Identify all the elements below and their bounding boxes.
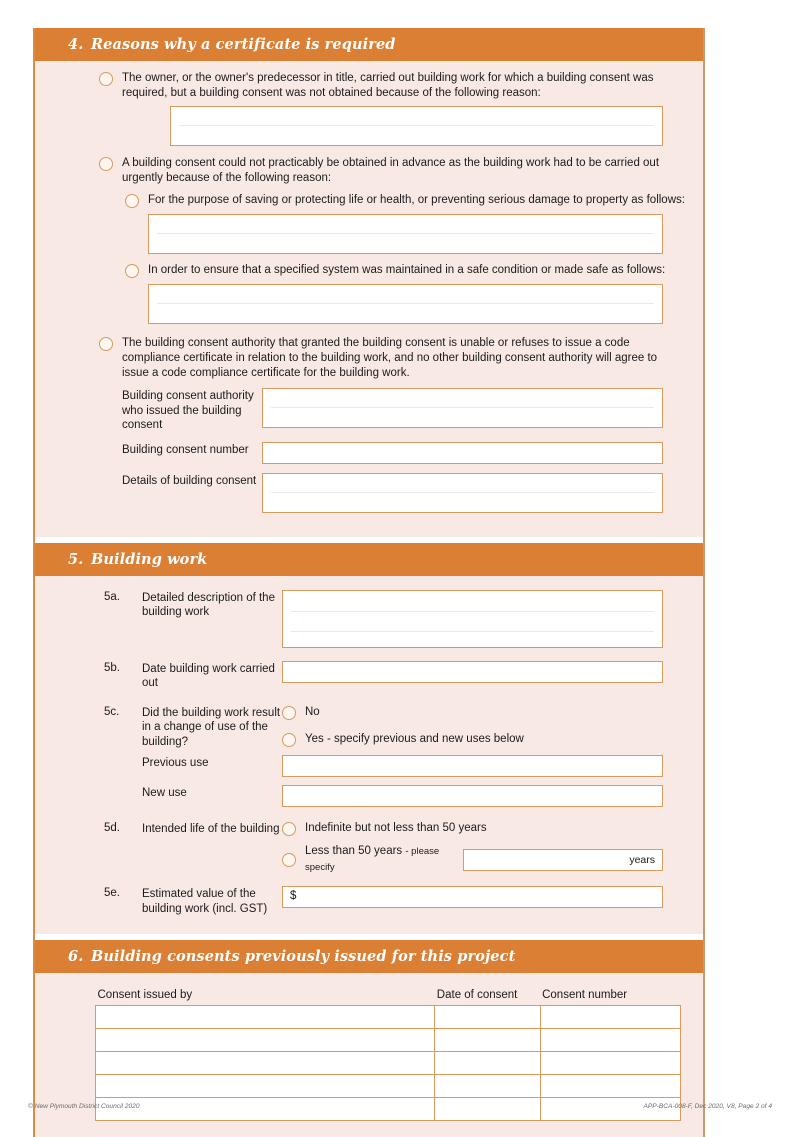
new-use-row [142, 785, 663, 807]
q5c-option-yes[interactable] [282, 732, 663, 747]
cell-date-of-consent[interactable] [435, 1075, 540, 1098]
consent-details-input[interactable] [262, 473, 663, 513]
q5d-years-input[interactable] [463, 849, 663, 871]
reason-option-2-sub-1-input[interactable] [148, 214, 663, 254]
new-use-label: New use [142, 787, 187, 800]
q5d-option-less-than[interactable] [282, 844, 663, 875]
q5d-option-indefinite[interactable] [282, 821, 663, 836]
cell-consent-issued-by[interactable] [96, 1006, 435, 1029]
q5e-row [104, 886, 663, 916]
new-use-input[interactable] [282, 785, 663, 807]
radio-reason-option-2-sub-2[interactable] [125, 264, 139, 278]
footer-copyright: © New Plymouth District Council 2020 [28, 1103, 140, 1110]
consent-number-input[interactable] [262, 442, 663, 464]
table-row[interactable] [96, 1075, 681, 1098]
section-5-title: Building work [91, 550, 208, 568]
q5d-option-less-than-label [305, 844, 454, 875]
q5d-number: 5d. [104, 822, 120, 835]
q5c-number: 5c. [104, 705, 120, 718]
form-frame [33, 28, 705, 1137]
q5b-number: 5b. [104, 661, 120, 674]
reason-option-2-sub-2[interactable] [125, 263, 685, 278]
radio-reason-option-2-sub-1[interactable] [125, 194, 139, 208]
q5c-label: Did the building work result in a change of use of the building? [142, 706, 281, 748]
reason-option-2-sub-2-input[interactable] [148, 284, 663, 324]
q5e-label: Estimated value of the building work (incl. GST) [142, 888, 268, 915]
column-consent-issued-by: Consent issued by [97, 989, 193, 1002]
cell-consent-issued-by[interactable] [96, 1075, 435, 1098]
table-row[interactable] [96, 1006, 681, 1029]
cell-date-of-consent[interactable] [435, 1006, 540, 1029]
q5d-option-less-than-main: Less than 50 years [305, 845, 403, 858]
section-5-number: 5. [68, 550, 84, 568]
q5c-option-yes-label: Yes - specify previous and new uses below [305, 732, 524, 745]
q5d-years-unit: years [629, 853, 655, 866]
reason-option-2[interactable] [53, 156, 685, 324]
reason-option-2-sub-2-label: In order to ensure that a specified system was maintained in a safe condition or made safe as follows: [148, 264, 666, 277]
q5e-number: 5e. [104, 887, 120, 900]
radio-reason-option-1[interactable] [99, 72, 113, 86]
reason-option-1-label: The owner, or the owner's predecessor in title, carried out building work for which a building consent was required, but a building consent was not obtained because of the following reason: [122, 72, 654, 99]
section-6-number: 6. [68, 948, 84, 966]
q5a-input[interactable] [282, 590, 663, 648]
cell-consent-issued-by[interactable] [96, 1052, 435, 1075]
consent-details-row [122, 473, 663, 513]
section-4-header [35, 28, 703, 61]
section-6-title: Building consents previously issued for this project [91, 948, 516, 966]
q5e-input[interactable] [282, 886, 663, 908]
q5d-option-less-than-sub: - please specify [305, 846, 440, 873]
cell-date-of-consent[interactable] [435, 1029, 540, 1052]
reason-option-2-sub-1[interactable] [125, 193, 685, 208]
consent-number-label: Building consent number [122, 443, 249, 456]
table-row[interactable] [96, 1029, 681, 1052]
consent-details-label: Details of building consent [122, 474, 257, 487]
section-6-header [35, 940, 703, 973]
q5b-row [104, 661, 663, 691]
cell-consent-number[interactable] [540, 1006, 680, 1029]
section-5-body [35, 576, 703, 935]
consent-authority-row [122, 388, 663, 433]
table-header-row [96, 989, 681, 1006]
column-date-of-consent: Date of consent [436, 989, 518, 1002]
q5e-currency-symbol: $ [290, 890, 297, 903]
reason-option-2-label: A building consent could not practicably be obtained in advance as the building work had to be carried out urgently because of the following reason: [122, 157, 660, 184]
consent-authority-input[interactable] [262, 388, 663, 428]
consent-number-row [122, 442, 663, 464]
q5d-row [104, 821, 663, 875]
column-consent-number: Consent number [542, 989, 628, 1002]
q5c-option-no-label: No [305, 705, 320, 718]
q5a-label: Detailed description of the building work [142, 591, 275, 619]
section-6-body [35, 973, 703, 1137]
previous-use-label: Previous use [142, 757, 209, 770]
q5d-label: Intended life of the building [142, 823, 280, 836]
section-4-body [35, 61, 703, 537]
radio-reason-option-3[interactable] [99, 337, 113, 351]
previous-use-input[interactable] [282, 755, 663, 777]
radio-reason-option-2[interactable] [99, 157, 113, 171]
cell-consent-number[interactable] [540, 1029, 680, 1052]
footer-document-reference: APP-BCA-008-F, Dec 2020, V8, Page 2 of 4 [643, 1103, 772, 1110]
q5b-label: Date building work carried out [142, 662, 275, 690]
q5d-option-indefinite-label: Indefinite but not less than 50 years [305, 822, 487, 835]
reason-option-3[interactable] [53, 336, 685, 512]
section-4-title: Reasons why a certificate is required [91, 36, 396, 53]
previous-use-row [142, 755, 663, 777]
section-5-header [35, 543, 703, 576]
q5c-option-no[interactable] [282, 705, 663, 720]
radio-q5c-yes[interactable] [282, 733, 296, 747]
table-row[interactable] [96, 1052, 681, 1075]
q5b-input[interactable] [282, 661, 663, 683]
reason-option-2-sub-1-label: For the purpose of saving or protecting life or health, or preventing serious damage to property as follows: [148, 194, 685, 207]
q5a-row [104, 590, 663, 648]
radio-q5c-no[interactable] [282, 706, 296, 720]
reason-option-1-input[interactable] [170, 106, 663, 146]
reason-option-1[interactable] [53, 71, 685, 146]
cell-consent-issued-by[interactable] [96, 1029, 435, 1052]
cell-consent-number[interactable] [540, 1052, 680, 1075]
cell-consent-number[interactable] [540, 1075, 680, 1098]
page-footer [28, 1103, 772, 1110]
radio-q5d-less-than[interactable] [282, 853, 296, 867]
cell-date-of-consent[interactable] [435, 1052, 540, 1075]
reason-option-3-label: The building consent authority that granted the building consent is unable or refuses to issue a code compliance certificate in relation to the building work, and no other building consent authority will agree to issue a code compliance certificate for the building work. [122, 337, 658, 379]
section-4-number: 4. [68, 36, 84, 53]
q5c-row [104, 705, 663, 750]
previous-consents-table [95, 989, 681, 1121]
consent-authority-label: Building consent authority who issued the building consent [122, 390, 254, 432]
radio-q5d-indefinite[interactable] [282, 822, 296, 836]
q5a-number: 5a. [104, 590, 120, 603]
